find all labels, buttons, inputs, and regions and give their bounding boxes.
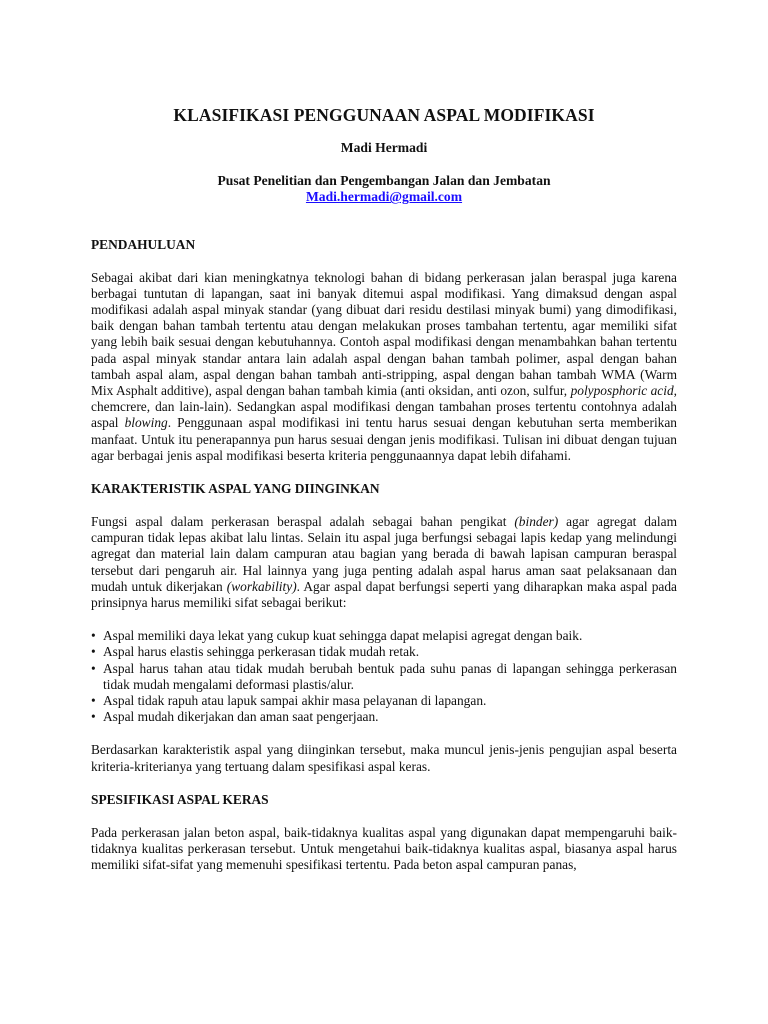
paragraph-spesifikasi: Pada perkerasan jalan beton aspal, baik-tidaknya kualitas aspal yang digunakan dapat mempengaruhi baik-tidaknya kualitas perkerasan tersebut. Untuk mengetahui baik-tidaknya kualitas aspal, biasanya aspal harus memiliki sifat-sifat yang memenuhi spesifikasi tertentu. Pada beton aspal campuran panas, — [91, 824, 677, 873]
list-item: • Aspal memiliki daya lekat yang cukup kuat sehingga dapat melapisi agregat dengan baik. — [91, 628, 677, 644]
list-item: • Aspal harus elastis sehingga perkerasan tidak mudah retak. — [91, 644, 677, 660]
italic-term: (binder) — [514, 514, 559, 530]
section-heading-karakteristik: KARAKTERISTIK ASPAL YANG DIINGINKAN — [91, 481, 380, 497]
section-heading-pendahuluan: PENDAHULUAN — [91, 236, 196, 252]
list-item: • Aspal tidak rapuh atau lapuk sampai akhir masa pelayanan di lapangan. — [91, 693, 677, 709]
email-link[interactable]: Madi.hermadi@gmail.com — [305, 189, 463, 205]
author-email — [91, 189, 677, 205]
text-run: . Penggunaan aspal modifikasi ini tentu harus sesuai dengan kebutuhan serta memberikan manfaat. Untuk itu penerapannya pun harus sesuai dengan jenis modifikasi. Tulisan ini dibuat dengan tujuan agar berbagai jenis aspal modifikasi beserta kriteria penggunaannya dapat lebih difahami. — [91, 415, 677, 463]
text-run: . Agar aspal dapat berfungsi seperti yang diharapkan maka aspal pada prinsipnya harus memiliki sifat sebagai berikut: — [91, 578, 677, 611]
text-run: Fungsi aspal dalam perkerasan beraspal adalah sebagai bahan pengikat — [91, 514, 515, 530]
paragraph-pendahuluan — [91, 270, 677, 464]
italic-term: blowing — [124, 415, 168, 431]
paragraph-karakteristik — [91, 514, 677, 611]
text-run: , chemcrere, dan lain-lain). Sedangkan aspal modifikasi dengan tambahan proses tertentu contohnya adalah aspal — [91, 383, 677, 431]
author-affiliation: Pusat Penelitian dan Pengembangan Jalan dan Jembatan — [217, 173, 551, 189]
section-heading-spesifikasi: SPESIFIKASI ASPAL KERAS — [91, 791, 269, 807]
italic-term: polyposphoric acid — [570, 383, 674, 399]
author-name: Madi Hermadi — [340, 140, 428, 155]
text-run: agar agregat dalam campuran tidak lepas akibat lalu lintas. Selain itu aspal juga berfungsi sebagai lapis kedap yang melindungi agregat dan material lain dalam campuran atau bagian yang berada di bawah lapisan campuran beraspal tersebut dari pengaruh air. Hal lainnya yang juga penting adalah aspal harus aman saat pelaksanaan dan mudah untuk dikerjakan — [91, 514, 677, 594]
list-item: • Aspal harus tahan atau tidak mudah berubah bentuk pada suhu panas di lapangan sehingga perkerasan tidak mudah mengalami deformasi plastis/alur. — [91, 661, 677, 693]
paper-title: KLASIFIKASI PENGGUNAAN ASPAL MODIFIKASI — [173, 105, 595, 125]
list-item: • Aspal mudah dikerjakan dan aman saat pengerjaan. — [91, 709, 677, 725]
property-list — [91, 628, 677, 725]
paragraph-karakteristik-2: Berdasarkan karakteristik aspal yang diinginkan tersebut, maka muncul jenis-jenis pengujian aspal beserta kriteria-kriterianya yang tertuang dalam spesifikasi aspal keras. — [91, 742, 677, 774]
italic-term: (workability) — [226, 578, 297, 594]
text-run: Sebagai akibat dari kian meningkatnya teknologi bahan di bidang perkerasan jalan beraspal juga karena berbagai tuntutan di lapangan, saat ini banyak ditemui aspal modifikasi. Yang dimaksud dengan aspal modifikasi adalah aspal minyak standar (yang dibuat dari residu destilasi minyak bumi) yang dimodifikasi, baik dengan bahan tambah tertentu atau dengan melakukan proses tambahan tertentu, agar memiliki sifat yang lebih baik sesuai dengan kebutuhannya. Contoh aspal modifikasi dengan menambahkan bahan tertentu pada aspal minyak standar antara lain adalah aspal dengan bahan tambah polimer, aspal dengan bahan tambah aspal alam, aspal dengan bahan tambah anti-stripping, aspal dengan bahan tambah WMA (Warm Mix Asphalt additive), aspal dengan bahan tambah kimia (anti oksidan, anti ozon, sulfur, — [91, 269, 677, 399]
